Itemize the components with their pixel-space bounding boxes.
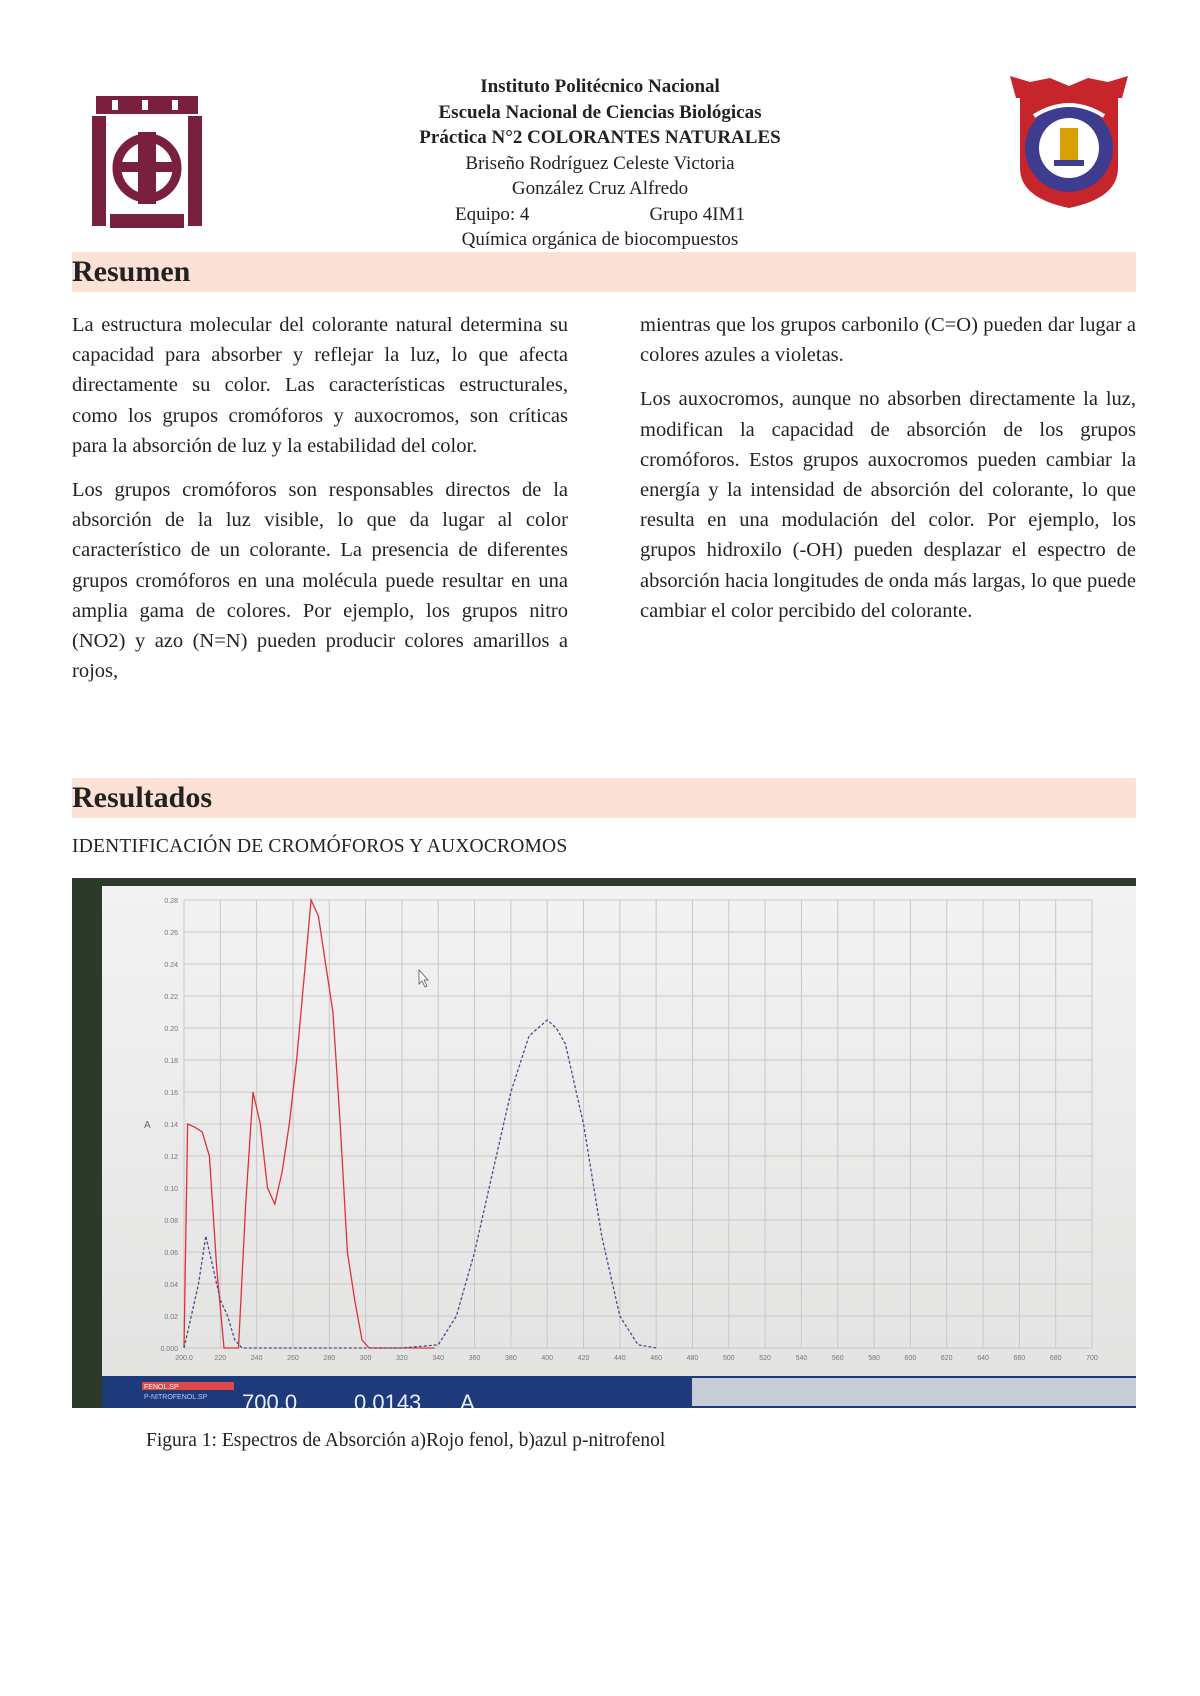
group-label: Grupo 4IM1 xyxy=(649,203,745,225)
x-tick-label: 320 xyxy=(396,1355,408,1362)
x-tick-label: 400 xyxy=(541,1355,554,1362)
course-name: Química orgánica de biocompuestos xyxy=(461,229,739,250)
resumen-paragraph: mientras que los grupos carbonilo (C=O) pueden dar lugar a colores azules a violetas. xyxy=(640,314,1136,367)
y-tick-label: 0.26 xyxy=(164,930,178,937)
x-tick-label: 540 xyxy=(795,1355,808,1362)
status-panel xyxy=(692,1378,1136,1406)
x-tick-label: 460 xyxy=(650,1355,663,1362)
x-tick-label: 600 xyxy=(904,1355,917,1362)
results-subheading: IDENTIFICACIÓN DE CROMÓFOROS Y AUXOCROMOS xyxy=(72,836,568,857)
readout-value: 0.0143 xyxy=(354,1390,422,1408)
y-tick-label: 0.24 xyxy=(164,962,178,969)
x-tick-label: 660 xyxy=(1013,1355,1026,1362)
x-tick-label: 620 xyxy=(940,1355,953,1362)
absorption-spectra-photo xyxy=(72,878,1136,1408)
y-tick-label: 0.28 xyxy=(164,898,178,905)
ipn-logo xyxy=(82,86,212,234)
resumen-title: Resumen xyxy=(72,255,191,288)
x-tick-label: 360 xyxy=(468,1355,481,1362)
encb-logo xyxy=(1010,76,1128,210)
x-tick-label: 500 xyxy=(722,1355,735,1362)
x-tick-label: 520 xyxy=(759,1355,771,1362)
school-name: Escuela Nacional de Ciencias Biológicas xyxy=(438,101,762,123)
x-tick-label: 340 xyxy=(432,1355,445,1362)
x-tick-label: 480 xyxy=(686,1355,699,1362)
x-tick-label: 640 xyxy=(977,1355,989,1362)
y-tick-label: 0.08 xyxy=(164,1218,178,1225)
x-tick-label: 260 xyxy=(287,1355,299,1362)
x-tick-label: 680 xyxy=(1049,1355,1062,1362)
team-group-row xyxy=(300,202,900,228)
x-tick-label: 280 xyxy=(323,1355,336,1362)
author-1: Briseño Rodríguez Celeste Victoria xyxy=(465,152,735,174)
author-2: González Cruz Alfredo xyxy=(511,178,689,199)
x-tick-label: 300 xyxy=(359,1355,372,1362)
resumen-paragraph: La estructura molecular del colorante natural determina su capacidad para absorber y reflejar la luz, lo que afecta directamente su color. Las características estructurales, como los grupos cromóforos y auxocromos, son críticas para la absorción de luz y la estabilidad del color. xyxy=(72,314,568,457)
y-tick-label: 0.16 xyxy=(164,1090,178,1097)
resumen-heading xyxy=(72,252,1136,292)
resultados-title: Resultados xyxy=(72,781,213,814)
y-tick-label: 0.12 xyxy=(164,1154,178,1161)
readout-wavelength: 700.0 xyxy=(242,1390,298,1408)
x-tick-label: 440 xyxy=(613,1355,626,1362)
y-tick-label: 0.10 xyxy=(164,1186,178,1193)
y-tick-label: 0.14 xyxy=(164,1122,178,1129)
resumen-paragraph: Los grupos cromóforos son responsables directos de la absorción de la luz visible, lo que da lugar al color característico de un colorante. La presencia de diferentes grupos cromóforos en una molécula puede resultar en una amplia gama de colores. Por ejemplo, los grupos nitro (NO2) y azo (N=N) pueden producir colores amarillos a rojos, xyxy=(72,479,568,683)
resumen-paragraph: Los auxocromos, aunque no absorben directamente la luz, modifican la capacidad de absorción de los grupos cromóforos. Estos grupos auxocromos pueden cambiar la energía y la intensidad de absorción del colorante, lo que resulta en una modulación del color. Por ejemplo, los grupos hidroxilo (-OH) pueden desplazar el espectro de absorción hacia longitudes de onda más largas, lo que puede cambiar el color percibido del colorante. xyxy=(640,388,1136,622)
x-tick-label: 560 xyxy=(831,1355,844,1362)
team-label: Equipo: 4 xyxy=(455,203,530,225)
readout-unit: A xyxy=(460,1390,475,1408)
legend-blue: P-NITROFENOL.SP xyxy=(144,1394,208,1401)
x-tick-label: 380 xyxy=(505,1355,517,1362)
document-header xyxy=(300,74,900,253)
y-tick-label: 0.04 xyxy=(164,1282,178,1289)
x-tick-label: 200.0 xyxy=(175,1355,193,1362)
x-tick-label: 240 xyxy=(250,1355,263,1362)
y-tick-label: 0.18 xyxy=(164,1058,178,1065)
y-tick-label: 0.22 xyxy=(164,994,178,1001)
institution-name: Instituto Politécnico Nacional xyxy=(480,76,720,97)
y-tick-label: 0.02 xyxy=(164,1314,178,1321)
x-tick-label: 580 xyxy=(868,1355,880,1362)
y-axis-label: A xyxy=(144,1120,151,1131)
x-tick-label: 420 xyxy=(577,1355,590,1362)
resumen-column-left xyxy=(72,310,568,700)
x-tick-label: 220 xyxy=(214,1355,227,1362)
y-tick-label: 0.06 xyxy=(164,1250,178,1257)
spectra-chart xyxy=(72,878,1136,1408)
resumen-column-right xyxy=(640,310,1136,640)
figure-caption: Figura 1: Espectros de Absorción a)Rojo fenol, b)azul p-nitrofenol xyxy=(146,1430,666,1451)
resultados-heading xyxy=(72,778,1136,818)
x-tick-label: 700 xyxy=(1086,1355,1098,1362)
y-tick-label: 0.20 xyxy=(164,1026,178,1033)
practice-title: Práctica N°2 COLORANTES NATURALES xyxy=(419,127,781,148)
legend-red: FENOL.SP xyxy=(144,1384,179,1391)
y-tick-label: 0.000 xyxy=(160,1346,178,1353)
